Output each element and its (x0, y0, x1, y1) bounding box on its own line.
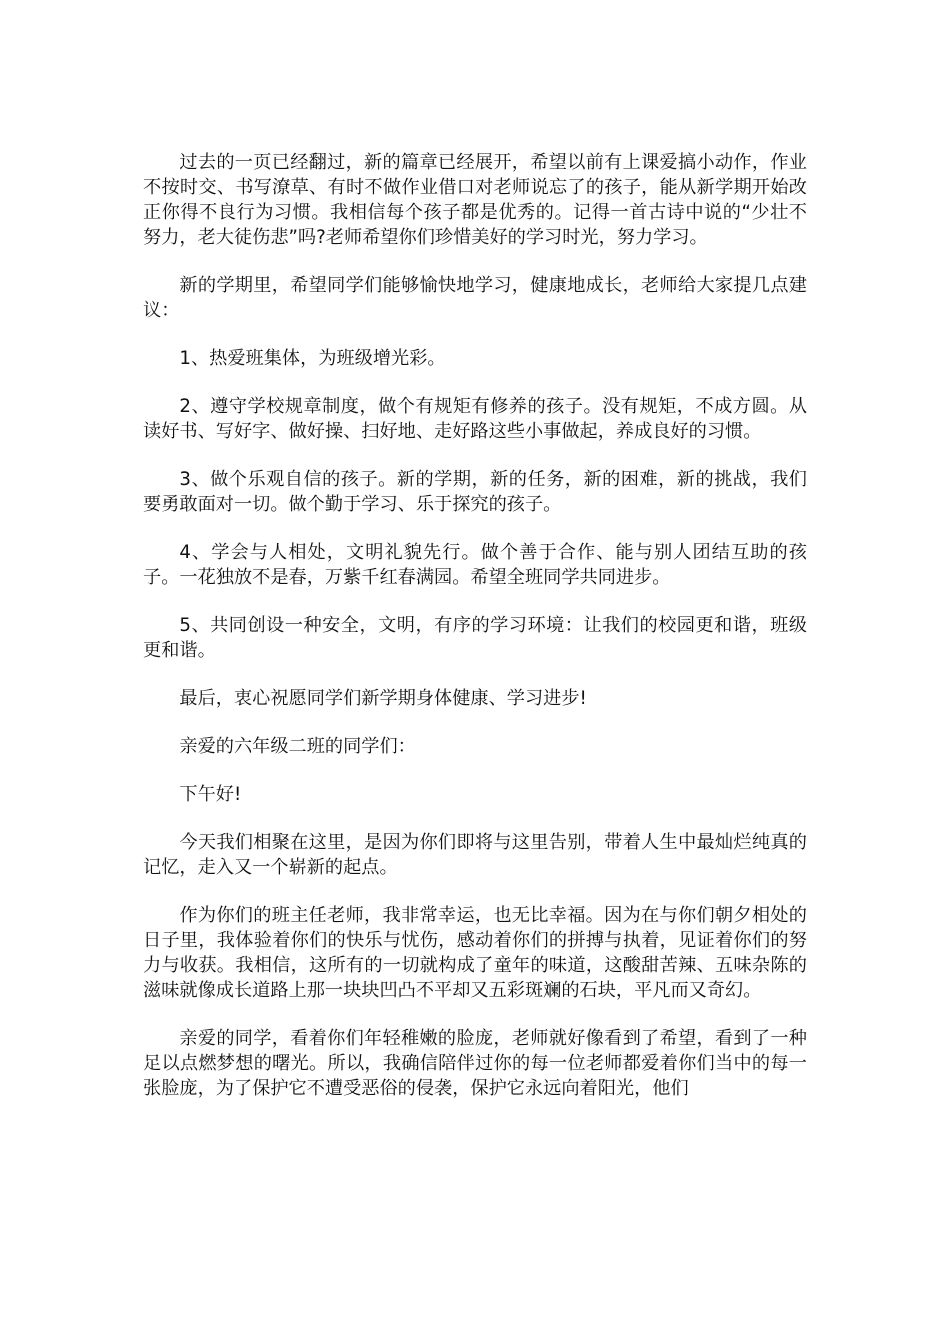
paragraph-13: 亲爱的同学，看着你们年轻稚嫩的脸庞，老师就好像看到了希望，看到了一种足以点燃梦想的曙光。所以，我确信陪伴过你的每一位老师都爱着你们当中的每一张脸庞，为了保护它不遭受恶俗的侵袭，保护它永远向着阳光，他们 (143, 1028, 807, 1099)
paragraph-7: 5、共同创设一种安全，文明，有序的学习环境：让我们的校园更和谐，班级更和谐。 (143, 615, 807, 661)
paragraph-1: 过去的一页已经翻过，新的篇章已经展开，希望以前有上课爱搞小动作，作业不按时交、书写潦草、有时不做作业借口对老师说忘了的孩子，能从新学期开始改正你得不良行为习惯。我相信每个孩子都是优秀的。记得一首古诗中说的“少壮不努力，老大徒伤悲”吗?老师希望你们珍惜美好的学习时光，努力学习。 (143, 152, 807, 248)
paragraph-6: 4、学会与人相处，文明礼貌先行。做个善于合作、能与别人团结互助的孩子。一花独放不是春，万紫千红春满园。希望全班同学共同进步。 (143, 542, 807, 588)
paragraph-11: 今天我们相聚在这里，是因为你们即将与这里告别，带着人生中最灿烂纯真的记忆，走入又一个崭新的起点。 (143, 832, 807, 878)
paragraph-8: 最后，衷心祝愿同学们新学期身体健康、学习进步! (179, 688, 587, 709)
document-body (143, 150, 807, 1124)
paragraph-4: 2、遵守学校规章制度，做个有规矩有修养的孩子。没有规矩，不成方圆。从读好书、写好字、做好操、扫好地、走好路这些小事做起，养成良好的习惯。 (143, 396, 807, 442)
paragraph-9: 亲爱的六年级二班的同学们： (179, 736, 416, 757)
paragraph-12: 作为你们的班主任老师，我非常幸运，也无比幸福。因为在与你们朝夕相处的日子里，我体验着你们的快乐与忧伤，感动着你们的拼搏与执着，见证着你们的努力与收获。我相信，这所有的一切就构成了童年的味道，这酸甜苦辣、五味杂陈的滋味就像成长道路上那一块块凹凸不平却又五彩斑斓的石块，平凡而又奇幻。 (143, 905, 807, 1001)
paragraph-10: 下午好! (179, 784, 242, 805)
paragraph-3: 1、热爱班集体，为班级增光彩。 (179, 348, 446, 369)
paragraph-2: 新的学期里，希望同学们能够愉快地学习，健康地成长，老师给大家提几点建议： (143, 275, 807, 321)
paragraph-5: 3、做个乐观自信的孩子。新的学期，新的任务，新的困难，新的挑战，我们要勇敢面对一切。做个勤于学习、乐于探究的孩子。 (143, 469, 807, 515)
